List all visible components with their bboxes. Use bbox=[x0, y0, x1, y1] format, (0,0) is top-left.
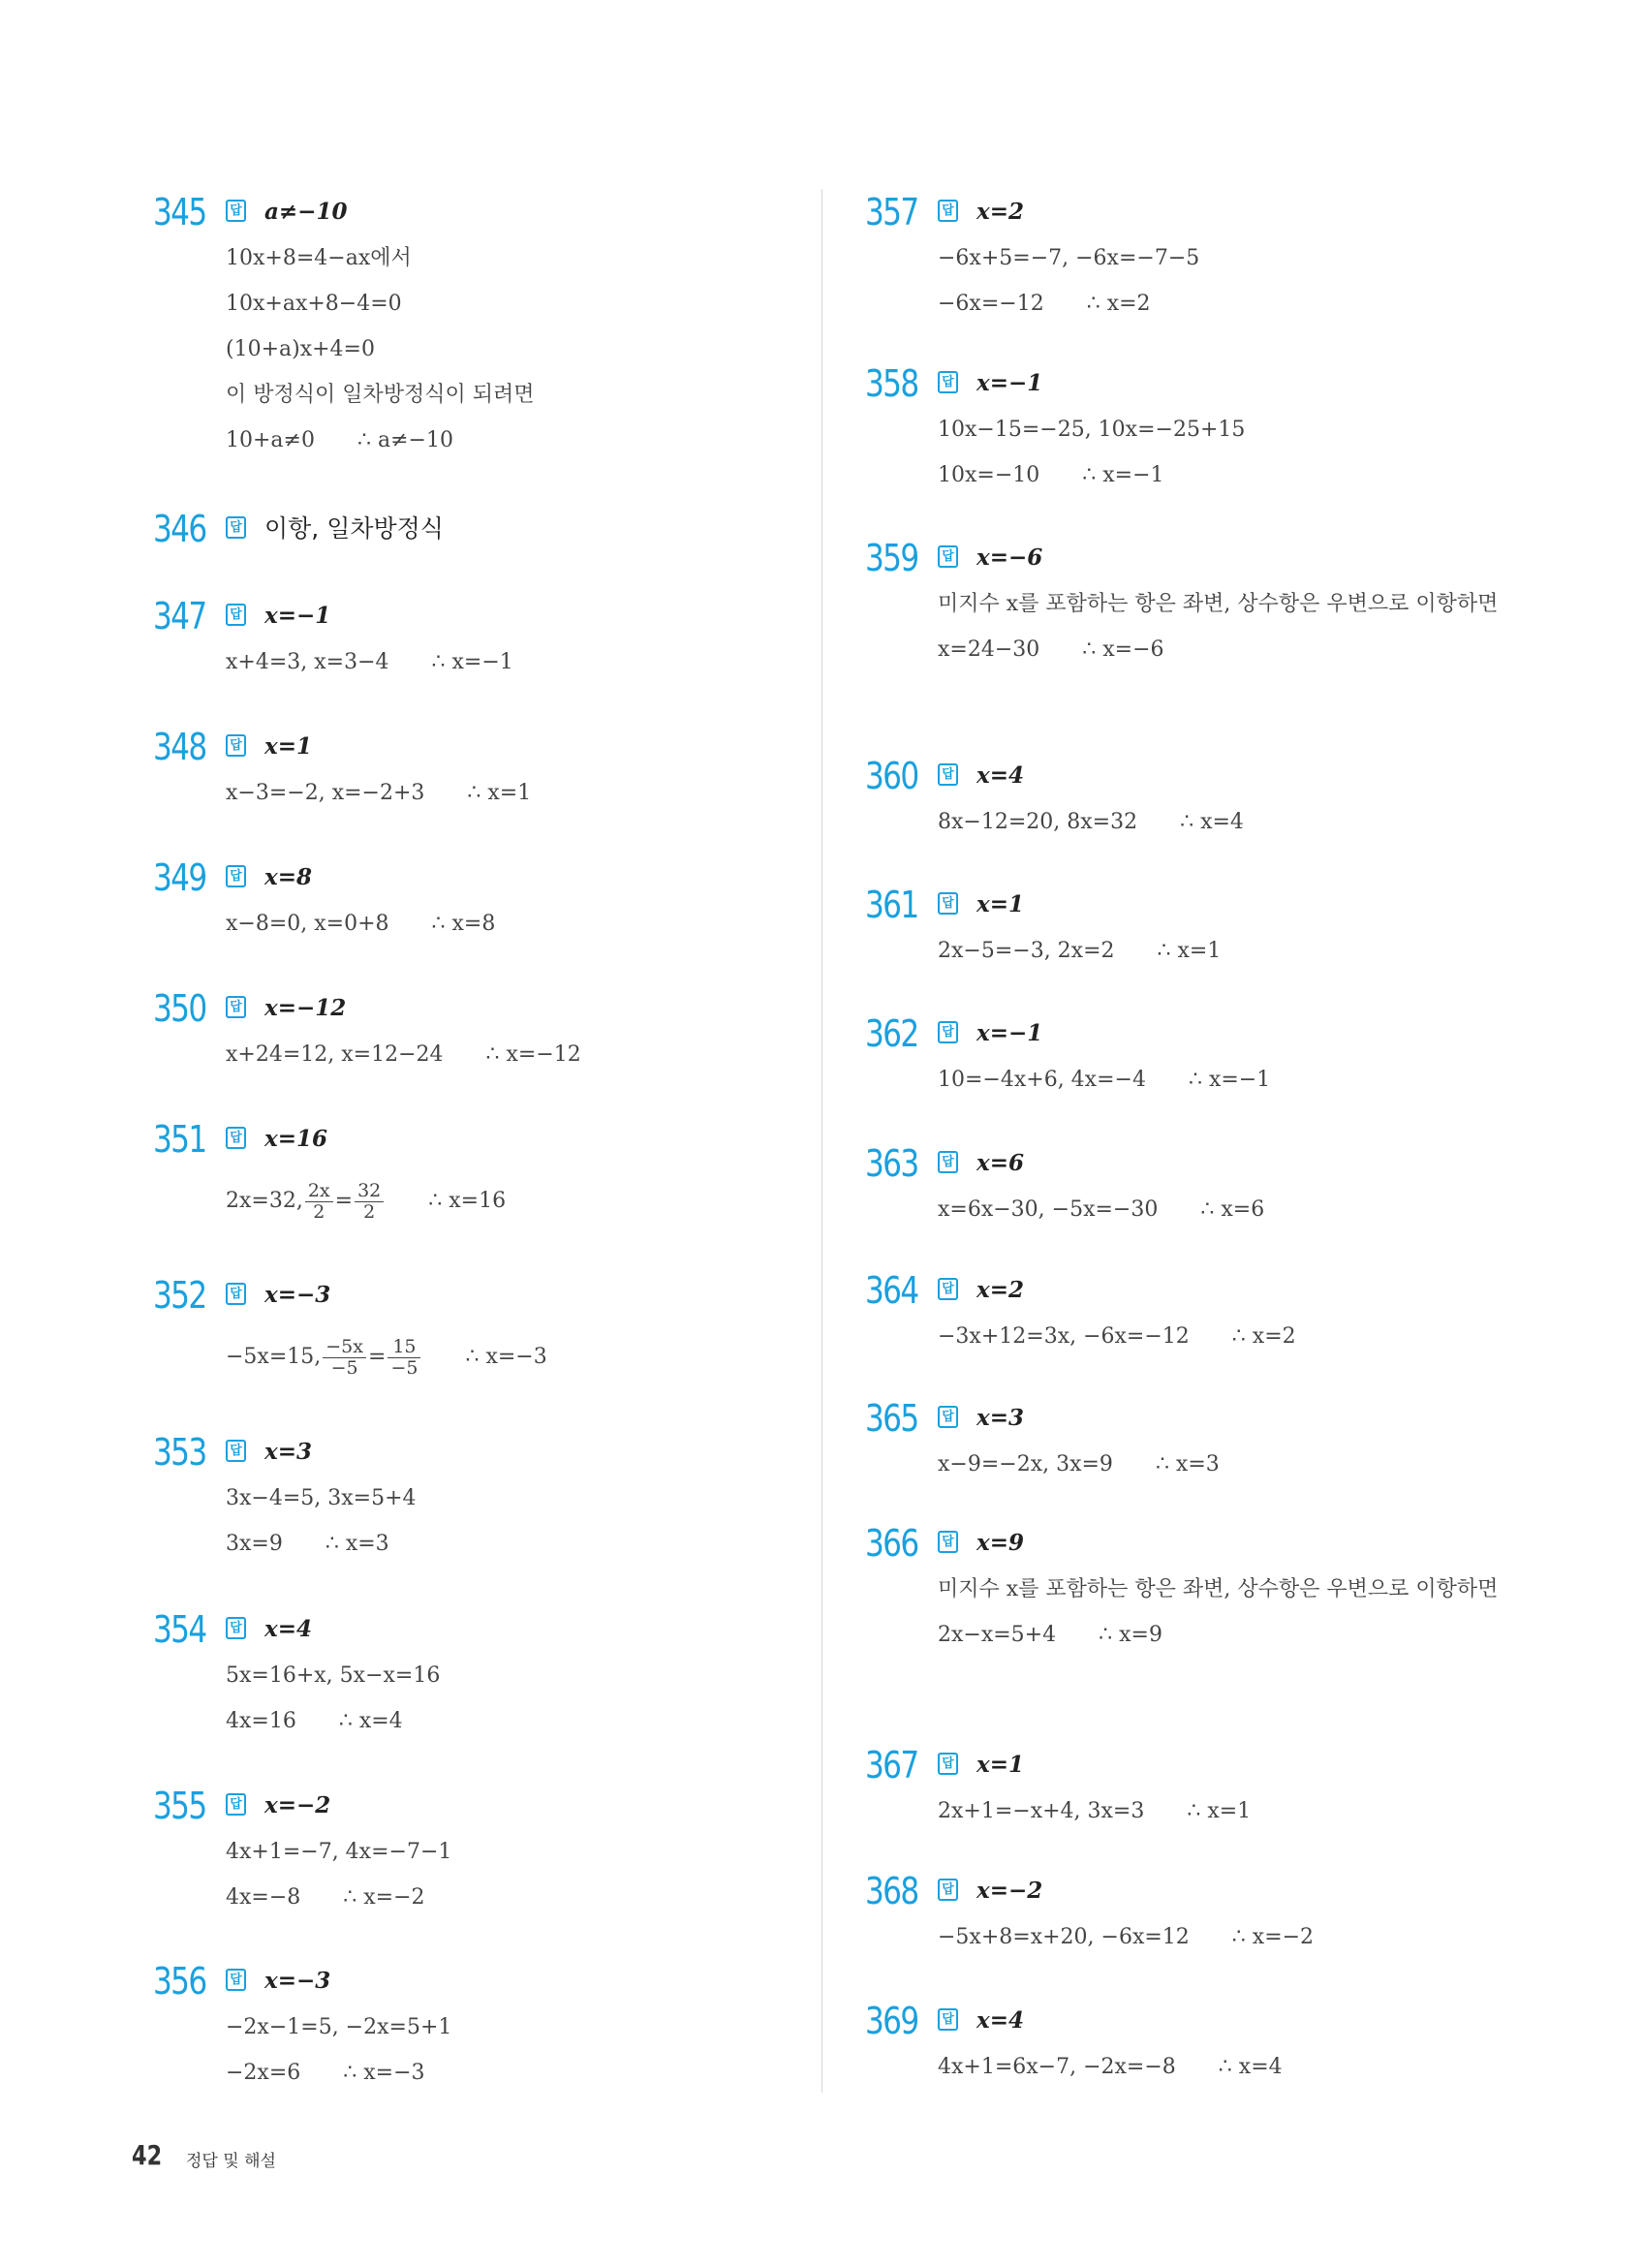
solution-steps bbox=[226, 901, 495, 947]
solution-line bbox=[226, 2050, 451, 2096]
solution-steps bbox=[938, 1314, 1296, 1359]
solution-line bbox=[226, 1032, 581, 1077]
fraction bbox=[387, 1337, 420, 1379]
answer-text: x=1 bbox=[976, 891, 1024, 917]
solution-line: −6x+5=−7, −6x=−7−5 bbox=[938, 246, 1200, 270]
fraction bbox=[323, 1337, 366, 1379]
problem-365 bbox=[865, 1395, 1220, 1487]
solution-steps bbox=[938, 1057, 1270, 1103]
equation-text: x=24−30 bbox=[938, 637, 1040, 662]
column-divider bbox=[821, 189, 822, 2093]
therefore-result: ∴ x=2 bbox=[1231, 1324, 1296, 1349]
problem-number: 362 bbox=[865, 1012, 918, 1055]
solution-line bbox=[938, 928, 1221, 974]
problem-header bbox=[153, 1958, 451, 2004]
answer-text: x=2 bbox=[976, 1277, 1024, 1303]
equation-text: x=6x−30, −5x=−30 bbox=[938, 1197, 1159, 1222]
problem-number: 365 bbox=[865, 1397, 918, 1440]
problem-348 bbox=[153, 724, 531, 816]
problem-header bbox=[865, 535, 1519, 581]
problem-header bbox=[153, 506, 444, 552]
problem-355 bbox=[153, 1783, 451, 1920]
problem-header bbox=[153, 1783, 451, 1829]
problem-number: 357 bbox=[865, 191, 918, 233]
solution-line bbox=[938, 1442, 1220, 1487]
therefore-result: ∴ x=4 bbox=[1180, 810, 1244, 834]
therefore-result: ∴ x=1 bbox=[1187, 1799, 1252, 1823]
solution-steps bbox=[938, 1567, 1519, 1658]
answer-text: a≠−10 bbox=[264, 199, 348, 225]
solution-line bbox=[938, 1612, 1519, 1658]
equation-text: −2x=6 bbox=[226, 2061, 301, 2085]
problem-header bbox=[865, 1010, 1270, 1057]
solution-steps bbox=[938, 799, 1244, 845]
answer-badge: 답 bbox=[226, 1969, 246, 1991]
answer-text: x=9 bbox=[976, 1530, 1024, 1556]
solution-steps bbox=[226, 1319, 547, 1396]
therefore-result: ∴ x=3 bbox=[325, 1532, 389, 1556]
problem-number: 364 bbox=[865, 1269, 918, 1312]
equation-text: 4x=16 bbox=[226, 1709, 296, 1733]
solution-steps bbox=[226, 1829, 451, 1920]
fraction-numerator: −5x bbox=[323, 1337, 366, 1358]
answer-badge: 답 bbox=[938, 1278, 958, 1300]
problem-header bbox=[153, 985, 581, 1032]
equation-text: 4x+1=6x−7, −2x=−8 bbox=[938, 2055, 1176, 2079]
answer-text: x=2 bbox=[976, 199, 1024, 225]
answer-text: x=−2 bbox=[976, 1878, 1043, 1904]
fraction-numerator: 2x bbox=[305, 1181, 333, 1202]
therefore-result: ∴ x=−12 bbox=[485, 1042, 581, 1067]
problem-number: 358 bbox=[865, 362, 918, 405]
solution-line bbox=[938, 281, 1199, 326]
solution-line bbox=[226, 1521, 417, 1567]
problem-361 bbox=[865, 882, 1221, 974]
equation-text: 10+a≠0 bbox=[226, 428, 315, 452]
problem-368 bbox=[865, 1868, 1314, 1960]
problem-number: 345 bbox=[153, 191, 206, 233]
equation-text: 4x=−8 bbox=[226, 1885, 301, 1910]
answer-badge: 답 bbox=[938, 2008, 958, 2031]
equation-text: 8x−12=20, 8x=32 bbox=[938, 810, 1138, 834]
solution-steps bbox=[938, 407, 1245, 498]
answer-text: x=−1 bbox=[264, 603, 331, 629]
solution-line bbox=[226, 901, 495, 947]
problem-header bbox=[865, 189, 1199, 235]
solution-line: 10x−15=−25, 10x=−25+15 bbox=[938, 418, 1246, 442]
solution-line bbox=[938, 1187, 1264, 1232]
equation-text: x−8=0, x=0+8 bbox=[226, 912, 389, 936]
equation-text: x−9=−2x, 3x=9 bbox=[938, 1452, 1113, 1476]
fraction-denominator: −5 bbox=[330, 1356, 358, 1379]
solution-steps bbox=[938, 1788, 1251, 1834]
answer-text: x=16 bbox=[264, 1126, 327, 1152]
answer-text: x=−2 bbox=[264, 1792, 331, 1818]
problem-header bbox=[865, 1267, 1296, 1314]
solution-steps bbox=[226, 2004, 451, 2096]
therefore-result: ∴ x=6 bbox=[1200, 1197, 1265, 1222]
solution-steps bbox=[226, 1476, 417, 1567]
problem-number: 356 bbox=[153, 1960, 206, 2003]
problem-359 bbox=[865, 535, 1519, 672]
answer-badge: 답 bbox=[226, 865, 246, 887]
solution-line bbox=[226, 418, 535, 463]
answer-text: x=−1 bbox=[976, 1020, 1043, 1046]
answer-badge: 답 bbox=[226, 200, 246, 222]
problem-header bbox=[153, 189, 535, 235]
problem-header bbox=[865, 1868, 1314, 1914]
answer-badge: 답 bbox=[938, 763, 958, 786]
problem-351 bbox=[153, 1116, 506, 1240]
answer-text: x=4 bbox=[976, 762, 1024, 789]
solution-steps bbox=[226, 1163, 506, 1240]
solution-steps bbox=[938, 235, 1199, 326]
answer-badge: 답 bbox=[226, 1440, 246, 1462]
problem-number: 352 bbox=[153, 1274, 206, 1317]
solution-line bbox=[938, 1057, 1270, 1103]
problem-header bbox=[153, 1116, 506, 1163]
therefore-result: ∴ x=−2 bbox=[343, 1885, 425, 1910]
therefore-result: ∴ x=16 bbox=[428, 1189, 507, 1213]
problem-number: 360 bbox=[865, 755, 918, 797]
answer-text: x=−3 bbox=[264, 1968, 331, 1994]
problem-369 bbox=[865, 1998, 1283, 2090]
equals-sign: = bbox=[368, 1345, 387, 1369]
therefore-result: ∴ x=−1 bbox=[1082, 463, 1164, 487]
answer-badge: 답 bbox=[226, 996, 246, 1018]
therefore-result: ∴ x=9 bbox=[1099, 1623, 1162, 1647]
answer-badge: 답 bbox=[226, 734, 246, 757]
problem-number: 367 bbox=[865, 1744, 918, 1786]
solution-steps bbox=[938, 1442, 1220, 1487]
answer-text: x=−3 bbox=[264, 1282, 331, 1308]
problem-358 bbox=[865, 360, 1245, 498]
answer-badge: 답 bbox=[938, 1753, 958, 1775]
answer-text: x=8 bbox=[264, 864, 312, 890]
problem-header bbox=[153, 1606, 440, 1653]
solution-steps bbox=[938, 2044, 1283, 2090]
problem-number: 363 bbox=[865, 1142, 918, 1185]
fraction bbox=[355, 1181, 384, 1223]
page-footer bbox=[132, 2139, 276, 2171]
solution-steps bbox=[226, 1653, 440, 1744]
problem-number: 366 bbox=[865, 1522, 918, 1565]
solution-line bbox=[226, 1698, 440, 1744]
solution-steps bbox=[226, 235, 535, 463]
problem-362 bbox=[865, 1010, 1270, 1103]
solution-line bbox=[938, 1788, 1251, 1834]
solution-line bbox=[226, 1163, 506, 1240]
solution-line: 미지수 x를 포함하는 항은 좌변, 상수항은 우변으로 이항하면 bbox=[938, 592, 1499, 616]
problem-number: 355 bbox=[153, 1785, 206, 1827]
problem-number: 349 bbox=[153, 856, 206, 899]
answer-text: x=1 bbox=[264, 733, 312, 760]
solution-line bbox=[226, 639, 513, 685]
solution-line: 이 방정식이 일차방정식이 되려면 bbox=[226, 383, 535, 407]
fraction-denominator: −5 bbox=[390, 1356, 418, 1379]
answer-badge: 답 bbox=[226, 1793, 246, 1816]
solution-steps bbox=[226, 639, 513, 685]
answer-badge: 답 bbox=[938, 371, 958, 393]
page-footer-label: 정답 및 해설 bbox=[186, 2152, 276, 2171]
problem-353 bbox=[153, 1429, 417, 1567]
problem-header bbox=[153, 1272, 547, 1319]
problem-352 bbox=[153, 1272, 547, 1396]
equation-text: x+24=12, x=12−24 bbox=[226, 1042, 444, 1067]
equation-text: 2x−5=−3, 2x=2 bbox=[938, 939, 1115, 963]
solution-line bbox=[938, 2044, 1283, 2090]
solution-steps bbox=[938, 928, 1221, 974]
problem-header bbox=[865, 1998, 1283, 2044]
problem-number: 348 bbox=[153, 726, 206, 768]
therefore-result: ∴ x=4 bbox=[1218, 2055, 1283, 2079]
therefore-result: ∴ x=−3 bbox=[343, 2061, 425, 2085]
problem-356 bbox=[153, 1958, 451, 2096]
problem-header bbox=[865, 1140, 1264, 1187]
problem-364 bbox=[865, 1267, 1296, 1359]
equation-text: 2x+1=−x+4, 3x=3 bbox=[938, 1799, 1145, 1823]
therefore-result: ∴ x=1 bbox=[1157, 939, 1222, 963]
equation-text: −5x+8=x+20, −6x=12 bbox=[938, 1925, 1190, 1949]
solution-line bbox=[938, 1314, 1296, 1359]
solution-line: 10x+ax+8−4=0 bbox=[226, 292, 402, 316]
problem-number: 353 bbox=[153, 1431, 206, 1474]
solution-steps bbox=[226, 1032, 581, 1077]
solution-line: 10x+8=4−ax에서 bbox=[226, 246, 412, 270]
problem-header bbox=[865, 1520, 1519, 1567]
answer-text: x=3 bbox=[976, 1405, 1024, 1431]
solution-line: 5x=16+x, 5x−x=16 bbox=[226, 1663, 441, 1688]
answer-text: x=1 bbox=[976, 1752, 1024, 1778]
solution-steps bbox=[938, 581, 1519, 672]
equation-text: −6x=−12 bbox=[938, 292, 1044, 316]
problem-number: 354 bbox=[153, 1608, 206, 1651]
problem-346 bbox=[153, 506, 444, 552]
answer-text: x=−12 bbox=[264, 995, 347, 1021]
solution-line bbox=[938, 452, 1245, 498]
answer-badge: 답 bbox=[226, 604, 246, 626]
solution-line bbox=[938, 627, 1519, 672]
problem-366 bbox=[865, 1520, 1519, 1658]
fraction-numerator: 32 bbox=[355, 1181, 384, 1202]
problem-349 bbox=[153, 854, 495, 947]
problem-header bbox=[153, 724, 531, 770]
therefore-result: ∴ x=3 bbox=[1155, 1452, 1220, 1476]
problem-350 bbox=[153, 985, 581, 1077]
answer-badge: 답 bbox=[938, 1021, 958, 1043]
solution-line bbox=[226, 1319, 547, 1396]
equation-text: 10=−4x+6, 4x=−4 bbox=[938, 1068, 1146, 1092]
answer-badge: 답 bbox=[938, 545, 958, 568]
equation-text: −5x=15, bbox=[226, 1345, 322, 1369]
therefore-result: ∴ a≠−10 bbox=[356, 428, 453, 452]
problem-363 bbox=[865, 1140, 1264, 1232]
fraction-numerator: 15 bbox=[387, 1337, 420, 1358]
problem-header bbox=[153, 1429, 417, 1476]
answer-badge: 답 bbox=[938, 892, 958, 915]
problem-number: 346 bbox=[153, 508, 206, 550]
problem-360 bbox=[865, 753, 1244, 845]
problem-354 bbox=[153, 1606, 440, 1744]
fraction-denominator: 2 bbox=[313, 1200, 325, 1223]
solution-line: (10+a)x+4=0 bbox=[226, 337, 375, 361]
answer-text: x=6 bbox=[976, 1150, 1024, 1176]
problem-header bbox=[865, 360, 1245, 407]
equation-text: 3x=9 bbox=[226, 1532, 283, 1556]
solution-line bbox=[938, 799, 1244, 845]
problem-number: 347 bbox=[153, 595, 206, 637]
therefore-result: ∴ x=−6 bbox=[1082, 637, 1164, 662]
equation-text: 2x−x=5+4 bbox=[938, 1623, 1057, 1647]
problem-number: 361 bbox=[865, 884, 918, 926]
problem-345 bbox=[153, 189, 535, 463]
equals-sign: = bbox=[334, 1189, 354, 1213]
answer-badge: 답 bbox=[226, 516, 246, 539]
problem-header bbox=[153, 593, 513, 639]
therefore-result: ∴ x=8 bbox=[431, 912, 496, 936]
solution-steps bbox=[226, 770, 531, 816]
answer-text: x=−6 bbox=[976, 544, 1043, 571]
therefore-result: ∴ x=−1 bbox=[1188, 1068, 1271, 1092]
problem-number: 351 bbox=[153, 1118, 206, 1161]
problem-number: 368 bbox=[865, 1870, 918, 1912]
answer-badge: 답 bbox=[938, 200, 958, 222]
solution-line: 4x+1=−7, 4x=−7−1 bbox=[226, 1840, 452, 1864]
therefore-result: ∴ x=−3 bbox=[465, 1345, 547, 1369]
problem-header bbox=[865, 882, 1221, 928]
answer-badge: 답 bbox=[938, 1406, 958, 1428]
problem-header bbox=[153, 854, 495, 901]
problem-number: 369 bbox=[865, 2000, 918, 2042]
therefore-result: ∴ x=−1 bbox=[431, 650, 513, 674]
therefore-result: ∴ x=4 bbox=[338, 1709, 403, 1733]
answer-text: x=3 bbox=[264, 1439, 312, 1465]
fraction-denominator: 2 bbox=[363, 1200, 376, 1223]
answer-badge: 답 bbox=[938, 1531, 958, 1553]
problem-number: 359 bbox=[865, 537, 918, 579]
solution-line: 미지수 x를 포함하는 항은 좌변, 상수항은 우변으로 이항하면 bbox=[938, 1577, 1499, 1601]
answer-text: 이항, 일차방정식 bbox=[264, 514, 444, 543]
solution-line bbox=[226, 1875, 451, 1920]
therefore-result: ∴ x=2 bbox=[1086, 292, 1151, 316]
problem-367 bbox=[865, 1742, 1251, 1834]
fraction bbox=[305, 1181, 333, 1223]
answer-text: x=4 bbox=[264, 1616, 312, 1642]
solution-steps bbox=[938, 1187, 1264, 1232]
problem-347 bbox=[153, 593, 513, 685]
answer-text: x=−1 bbox=[976, 370, 1043, 396]
solution-line bbox=[938, 1914, 1314, 1960]
answer-badge: 답 bbox=[226, 1617, 246, 1639]
equation-text: x+4=3, x=3−4 bbox=[226, 650, 389, 674]
equation-text: 2x=32, bbox=[226, 1189, 303, 1213]
problem-header bbox=[865, 753, 1244, 799]
equation-text: 10x=−10 bbox=[938, 463, 1040, 487]
equation-text: −3x+12=3x, −6x=−12 bbox=[938, 1324, 1190, 1349]
therefore-result: ∴ x=−2 bbox=[1231, 1925, 1315, 1949]
answer-badge: 답 bbox=[938, 1151, 958, 1173]
solution-steps bbox=[938, 1914, 1314, 1960]
solution-line: −2x−1=5, −2x=5+1 bbox=[226, 2015, 452, 2039]
solution-line bbox=[226, 770, 531, 816]
answer-text: x=4 bbox=[976, 2007, 1024, 2034]
therefore-result: ∴ x=1 bbox=[467, 781, 532, 805]
equation-text: x−3=−2, x=−2+3 bbox=[226, 781, 425, 805]
page-number: 42 bbox=[132, 2139, 163, 2171]
answer-badge: 답 bbox=[938, 1879, 958, 1901]
problem-header bbox=[865, 1742, 1251, 1788]
answer-badge: 답 bbox=[226, 1127, 246, 1149]
problem-header bbox=[865, 1395, 1220, 1442]
problem-number: 350 bbox=[153, 987, 206, 1030]
problem-357 bbox=[865, 189, 1199, 326]
answer-badge: 답 bbox=[226, 1283, 246, 1305]
solution-line: 3x−4=5, 3x=5+4 bbox=[226, 1486, 417, 1510]
